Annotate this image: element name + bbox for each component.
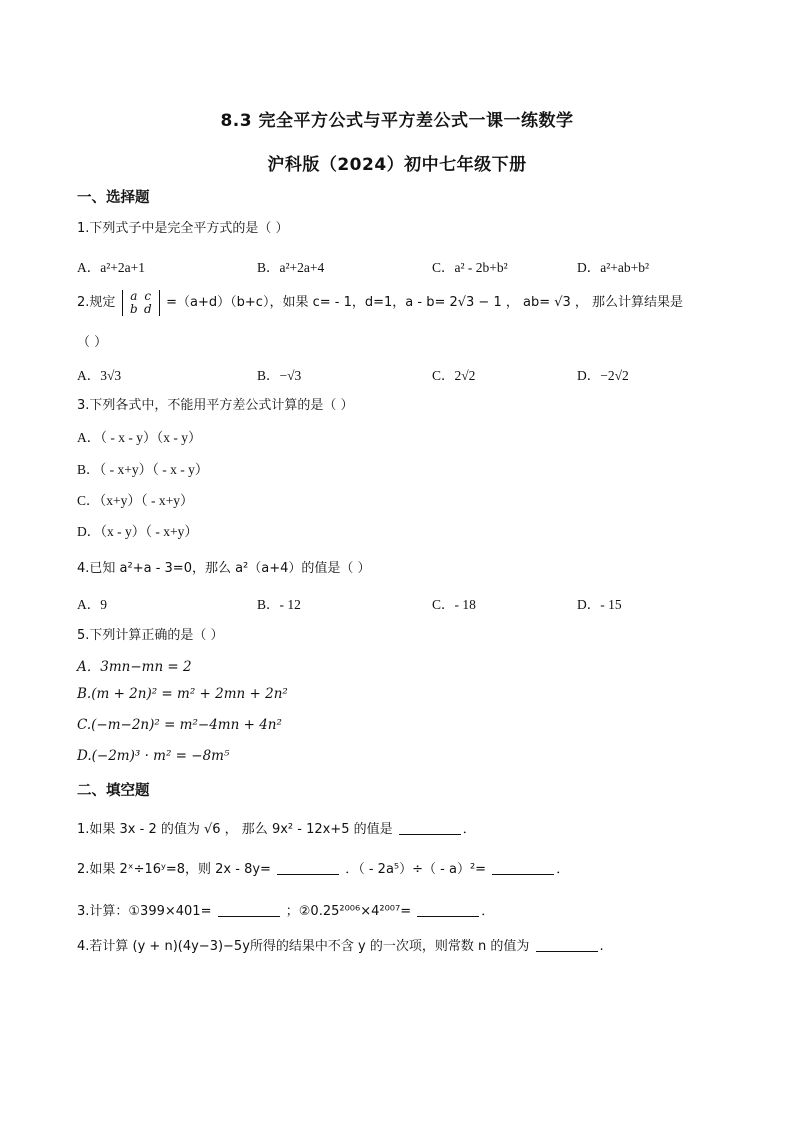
question-2-option-d: D．−2√2	[577, 368, 629, 383]
fill-1-text: 1.如果 3x - 2 的值为 √6 ， 那么 9x² - 12x+5 的值是	[77, 822, 393, 837]
section-heading-fill: 二、填空题	[77, 783, 150, 799]
fill-2	[77, 858, 569, 877]
question-5-option-b	[77, 686, 288, 702]
title-line-1: 8.3 完全平方公式与平方差公式一课一练数学	[220, 111, 574, 131]
det-b: b	[129, 302, 138, 316]
question-5-option-a	[77, 655, 192, 675]
fill-3-blank-b	[417, 915, 479, 917]
fill-2-blank-b	[492, 873, 554, 875]
det-a: a	[130, 289, 138, 303]
title-line-2: 沪科版（2024）初中七年级下册	[267, 155, 527, 175]
question-5-option-c	[77, 717, 282, 733]
question-2-paren: （ ）	[77, 335, 108, 350]
fill-4: 4.若计算 (y + n)(4y−3)−5y所得的结果中不含 y 的一次项，则常数 n 的值为 .	[77, 939, 604, 954]
question-5-option-d-text: D.(−2m)³ · m² = −8m⁵	[77, 748, 230, 764]
fill-1-period: ．	[462, 822, 476, 837]
fill-1-blank	[399, 833, 461, 835]
question-2-option-a: A．3√3	[77, 368, 122, 383]
question-1-option-a: A．a²+2a+1	[77, 260, 146, 275]
question-5-option-d	[77, 748, 229, 764]
fill-3-blank-a	[218, 915, 280, 917]
det-c: c	[144, 289, 152, 303]
question-3-stem: 3.下列各式中，不能用平方差公式计算的是（ ）	[77, 398, 354, 413]
question-3-option-c: C．（x+y）（ - x+y）	[77, 493, 194, 508]
fill-2-blank-a	[277, 873, 339, 875]
det-d: d	[143, 302, 152, 316]
question-1-option-c: C．a² - 2b+b²	[432, 260, 508, 275]
question-3-option-d: D．（x - y）（ - x+y）	[77, 524, 198, 539]
question-1-option-b: B．a²+2a+4	[257, 260, 325, 275]
question-5-option-b-text: B.(m + 2n)² = m² + 2mn + 2n²	[77, 686, 288, 702]
question-2-option-b: B．−√3	[257, 368, 302, 383]
fill-4-text: 4.若计算 (y + n)(4y−3)−5y所得的结果中不含 y 的一次项，则常数 n 的值为	[77, 939, 530, 954]
question-4-option-b: B．- 12	[257, 597, 301, 612]
determinant-symbol	[122, 290, 160, 316]
question-2-condition: =（a+d）（b+c），如果 c= - 1，d=1，a - b= 2√3 − 1 ， ab= √3 ， 那么计算结果是	[166, 295, 684, 311]
fill-3-text-b: ；②0.25²⁰⁰⁶×4²⁰⁰⁷=	[285, 904, 412, 919]
section-heading-choice: 一、选择题	[77, 190, 150, 206]
question-4-option-a: A．9	[77, 597, 107, 612]
fill-4-blank	[536, 950, 598, 952]
question-1-option-d: D．a²+ab+b²	[577, 260, 650, 275]
question-1-stem: 1.下列式子中是完全平方式的是（ ）	[77, 221, 289, 236]
question-2-option-c: C．2√2	[432, 368, 476, 383]
fill-3	[77, 900, 494, 919]
question-5-option-c-text: C.(−m−2n)² = m²−4mn + 4n²	[77, 717, 282, 733]
question-3-option-a: A．（ - x - y）（x - y）	[77, 430, 202, 445]
fill-2-text-a: 2.如果 2ˣ÷16ʸ=8，则 2x - 8y=	[77, 862, 271, 877]
fill-3-text-a: 3.计算：①399×401=	[77, 904, 212, 919]
question-3-option-b: B．（ - x+y）（ - x - y）	[77, 462, 209, 477]
question-4-stem: 4.已知 a²+a - 3=0，那么 a²（a+4）的值是（ ）	[77, 561, 371, 576]
question-4-option-c: C．- 18	[432, 597, 476, 612]
question-4-option-d: D．- 15	[577, 597, 622, 612]
fill-3-period: ．	[481, 904, 495, 919]
fill-2-period: ．	[556, 862, 570, 877]
fill-1	[77, 818, 476, 837]
question-2-prefix: 2.规定	[77, 295, 116, 311]
question-2-stem	[77, 290, 683, 316]
fill-2-text-b: ．（ - 2a⁵）÷（ - a）²=	[345, 862, 487, 877]
question-5-stem: 5.下列计算正确的是（ ）	[77, 628, 224, 643]
question-5-option-a-text: A．3mn−mn = 2	[77, 659, 192, 675]
